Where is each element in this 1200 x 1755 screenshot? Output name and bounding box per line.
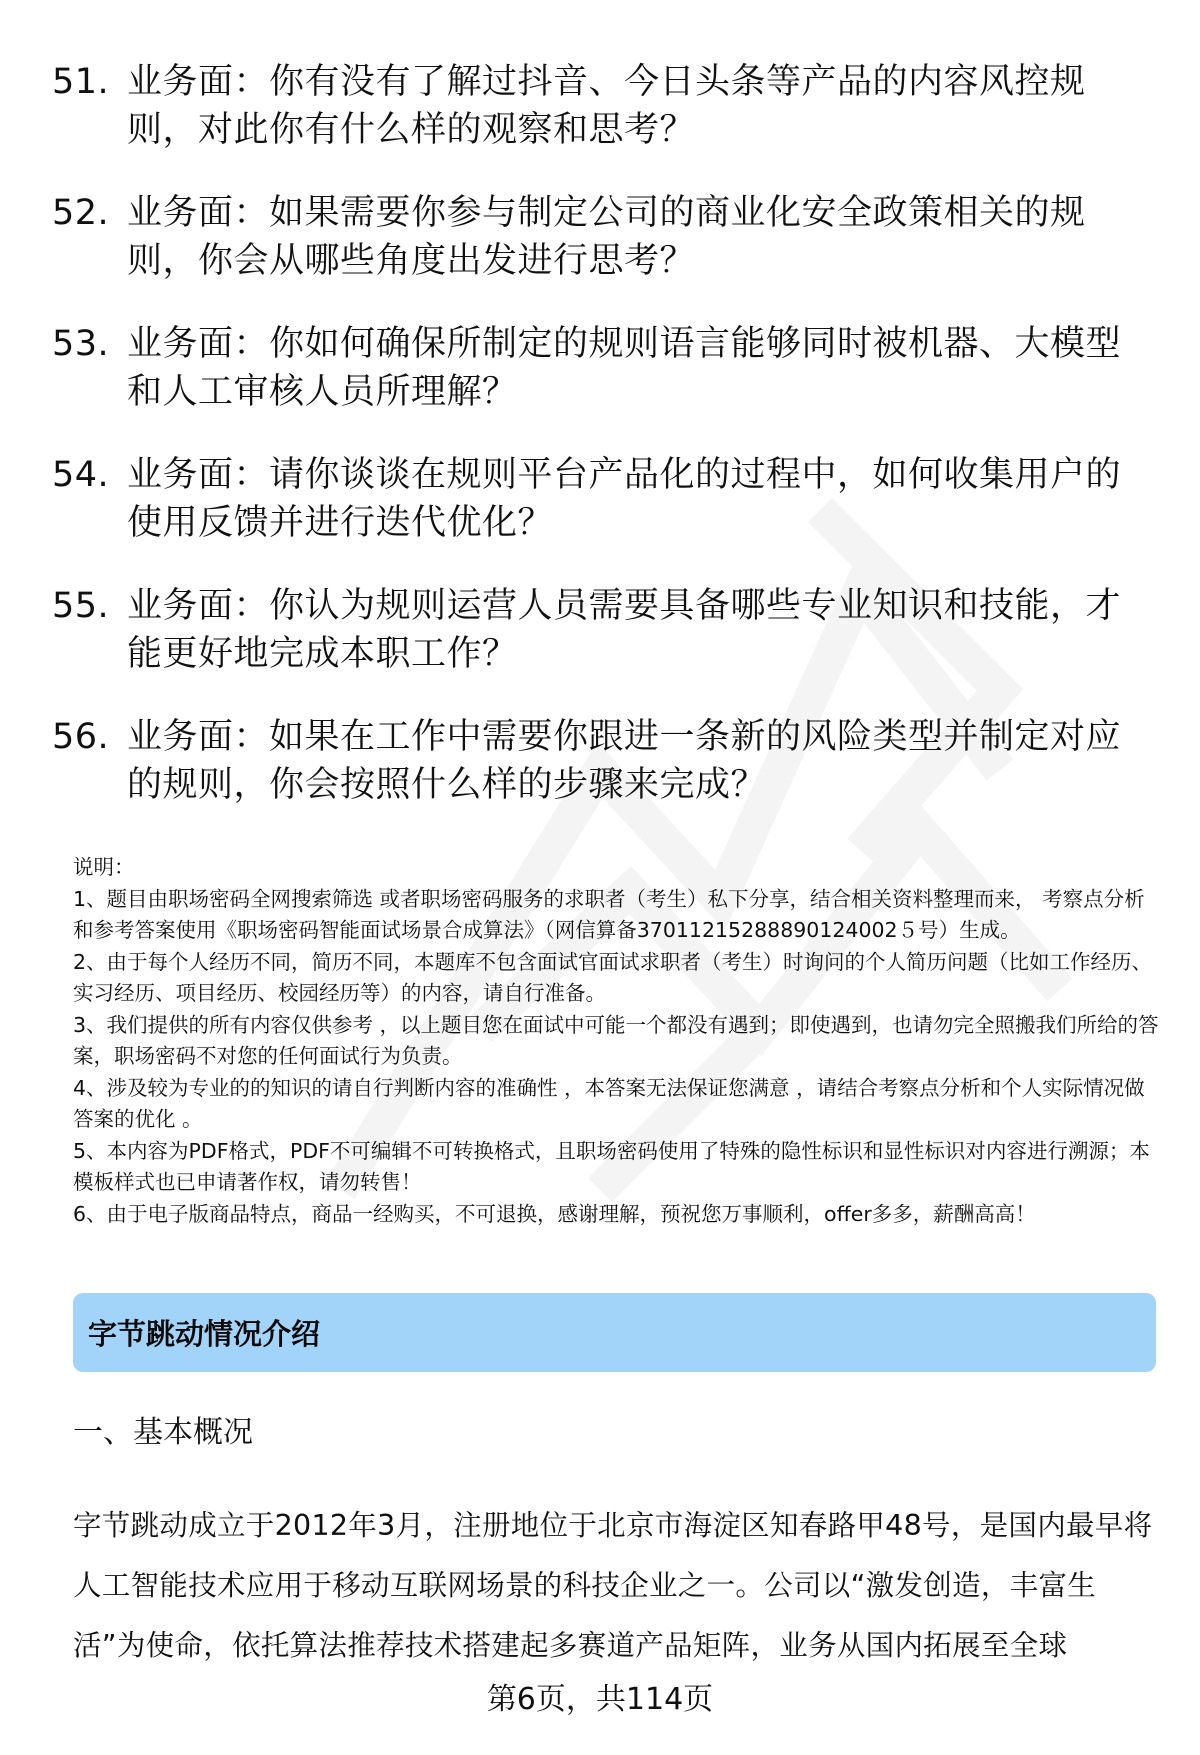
question-item xyxy=(52,582,1152,678)
note-item: 4、涉及较为专业的的知识的请自行判断内容的准确性 ，本答案无法保证您满意 ，请结合考察点分析和个人实际情况做答案的优化 。 xyxy=(73,1075,1145,1131)
note-item: 2、由于每个人经历不同，简历不同，本题库不包含面试官面试求职者（考生）时询问的个人简历问题（比如工作经历、实习经历、项目经历、校园经历等）的内容，请自行准备。 xyxy=(73,949,1153,1005)
question-list xyxy=(52,58,1152,844)
question-number: 55. xyxy=(52,586,110,626)
question-text: 业务面：你有没有了解过抖音、今日头条等产品的内容风控规则，对此你有什么样的观察和思考？ xyxy=(127,62,1086,150)
question-item xyxy=(52,189,1152,285)
question-number: 56. xyxy=(52,717,110,757)
question-text: 业务面：你如何确保所制定的规则语言能够同时被机器、大模型和人工审核人员所理解？ xyxy=(127,324,1122,412)
note-item: 5、本内容为PDF格式，PDF不可编辑不可转换格式，且职场密码使用了特殊的隐性标识和显性标识对内容进行溯源；本模板样式也已申请著作权，请勿转售！ xyxy=(73,1138,1150,1194)
question-item xyxy=(52,58,1152,154)
notes-title: 说明： xyxy=(73,855,135,879)
section-subheading: 一、基本概况 xyxy=(73,1415,253,1450)
question-item xyxy=(52,713,1152,809)
page-number: 第6页，共114页 xyxy=(486,1682,714,1717)
section-title: 字节跳动情况介绍 xyxy=(88,1317,321,1351)
question-number: 51. xyxy=(52,62,110,102)
question-item xyxy=(52,320,1152,416)
question-number: 54. xyxy=(52,455,110,495)
question-text: 业务面：如果需要你参与制定公司的商业化安全政策相关的规则，你会从哪些角度出发进行思考？ xyxy=(127,193,1086,281)
note-item: 6、由于电子版商品特点，商品一经购买，不可退换，感谢理解，预祝您万事顺利，offer多多，薪酬高高！ xyxy=(73,1201,1036,1226)
question-text: 业务面：你认为规则运营人员需要具备哪些专业知识和技能，才能更好地完成本职工作？ xyxy=(127,586,1122,674)
question-text: 业务面：如果在工作中需要你跟进一条新的风险类型并制定对应的规则，你会按照什么样的步骤来完成？ xyxy=(127,717,1122,805)
note-item: 3、我们提供的所有内容仅供参考 ，以上题目您在面试中可能一个都没有遇到；即使遇到，也请勿完全照搬我们所给的答案，职场密码不对您的任何面试行为负责。 xyxy=(73,1012,1159,1068)
section-paragraph: 字节跳动成立于2012年3月，注册地位于北京市海淀区知春路甲48号，是国内最早将人工智能技术应用于移动互联网场景的科技企业之一。公司以“激发创造，丰富生活”为使命，依托算法推荐技术搭建起多赛道产品矩阵，业务从国内拓展至全球 xyxy=(73,1509,1153,1662)
question-number: 53. xyxy=(52,324,110,364)
disclaimer-notes xyxy=(73,852,1163,1230)
section-header-bar xyxy=(73,1293,1156,1372)
question-number: 52. xyxy=(52,193,110,233)
note-item: 1、题目由职场密码全网搜索筛选 或者职场密码服务的求职者（考生）私下分享，结合相关资料整理而来， 考察点分析和参考答案使用《职场密码智能面试场景合成算法》（网信算备37011215288890124002５号）生成。 xyxy=(73,886,1145,942)
question-text: 业务面：请你谈谈在规则平台产品化的过程中，如何收集用户的使用反馈并进行迭代优化？ xyxy=(127,455,1122,543)
question-item xyxy=(52,451,1152,547)
